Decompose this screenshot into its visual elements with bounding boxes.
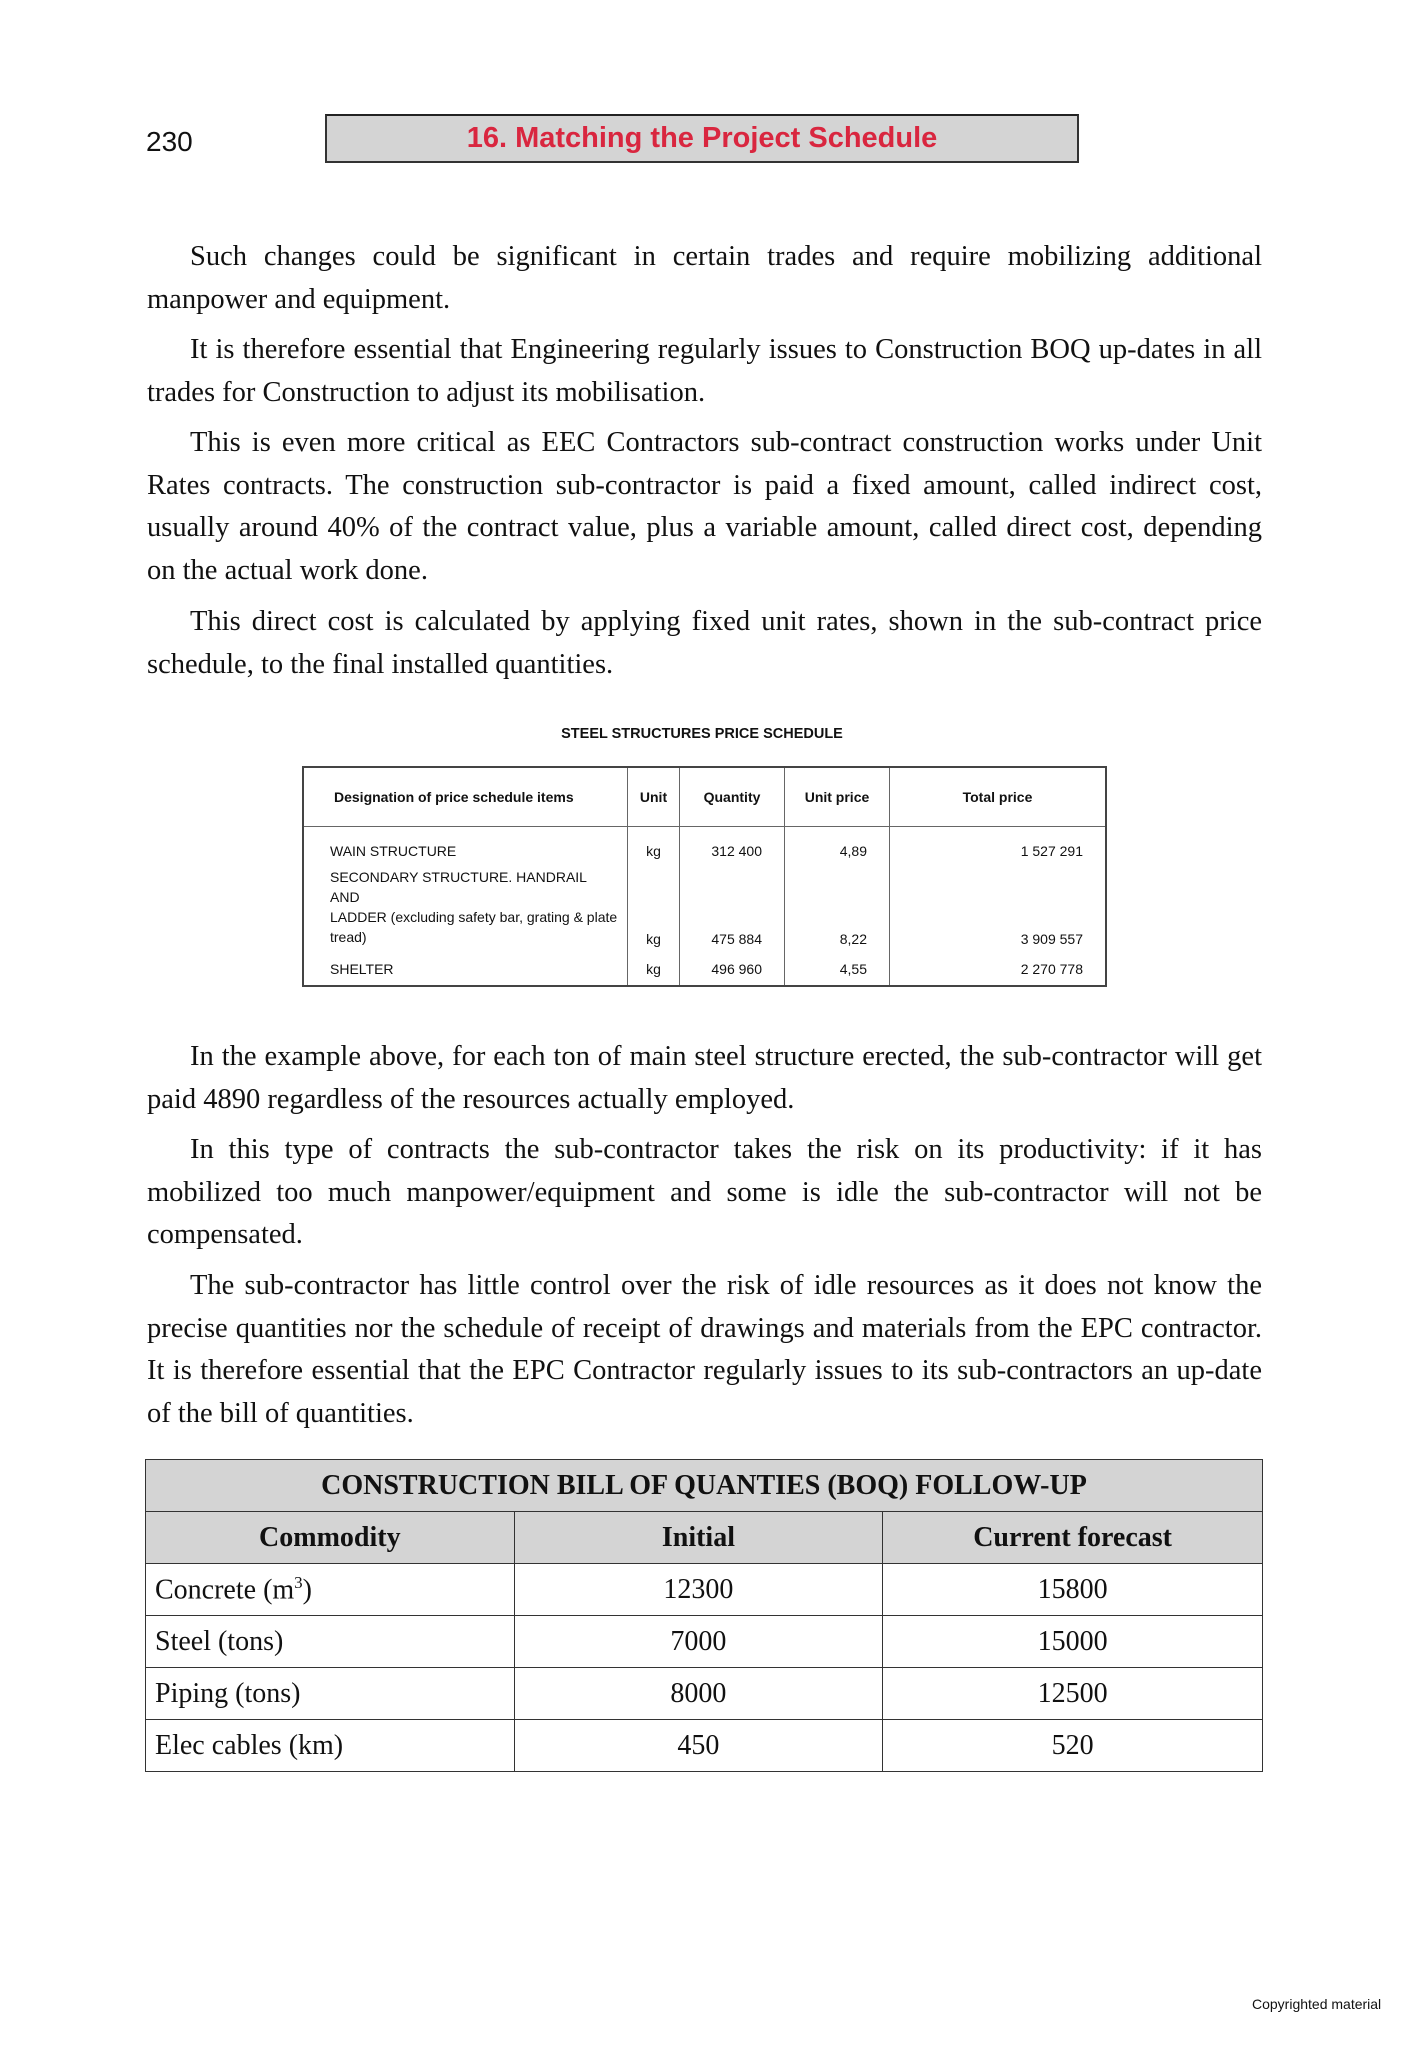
table-row [303,827,1106,867]
column-header: Quantity [680,767,785,827]
column-header: Unit price [785,767,890,827]
item-cell: SHELTER [330,961,394,977]
quantity-cell: 475 884 [680,867,785,955]
table-header-row [303,767,1106,827]
item-line: LADDER (excluding safety bar, grating & plate tread) [330,908,618,945]
paragraph: Such changes could be significant in certain trades and require mobilizing additional manpower and equipment. [147,241,1262,315]
boq-title: CONSTRUCTION BILL OF QUANTIES (BOQ) FOLLOW-UP [146,1460,1263,1512]
table-row [303,955,1106,987]
initial-cell: 12300 [514,1564,883,1616]
chapter-title: 16. Matching the Project Schedule [325,114,1079,163]
forecast-cell: 12500 [883,1668,1263,1720]
paragraph: The sub-contractor has little control over the risk of idle resources as it does not know the precise quantities nor the schedule of receipt of drawings and materials from the EPC contractor. It is therefore essential that the EPC Contractor regularly issues to its sub-contractors an up-date of the bill of quantities. [147,1270,1262,1429]
table-row [146,1616,1263,1668]
forecast-cell: 15800 [883,1564,1263,1616]
commodity-cell: Piping (tons) [146,1668,515,1720]
table-row [146,1564,1263,1616]
paragraph: In this type of contracts the sub-contractor takes the risk on its productivity: if it has mobilized too much manpower/equipment and some is idle the sub-contractor will not be compensated. [147,1134,1262,1250]
unit-price-cell: 4,89 [785,827,890,867]
superscript: 3 [294,1572,303,1592]
column-header: Unit [628,767,680,827]
quantity-cell: 312 400 [680,827,785,867]
forecast-cell: 15000 [883,1616,1263,1668]
total-price-cell: 3 909 557 [890,867,1107,955]
unit-cell: kg [628,827,680,867]
column-header: Commodity [146,1512,515,1564]
paragraph: In the example above, for each ton of main steel structure erected, the sub-contractor will get paid 4890 regardless of the resources actually employed. [147,1041,1262,1115]
unit-cell: kg [628,955,680,987]
unit-cell: kg [628,867,680,955]
paragraph: This direct cost is calculated by applying fixed unit rates, shown in the sub-contract price schedule, to the final installed quantities. [147,606,1262,680]
table-row [303,867,1106,955]
commodity-cell [146,1564,515,1616]
table-header-row [146,1512,1263,1564]
page-number: 230 [146,126,193,157]
boq-table [145,1459,1263,1772]
commodity-label-end: ) [302,1574,312,1606]
table-row [146,1668,1263,1720]
unit-price-cell: 4,55 [785,955,890,987]
total-price-cell: 1 527 291 [890,827,1107,867]
copyright-notice: Copyrighted material [1252,1996,1382,2012]
commodity-cell: Elec cables (km) [146,1720,515,1772]
initial-cell: 7000 [514,1616,883,1668]
total-price-cell: 2 270 778 [890,955,1107,987]
initial-cell: 450 [514,1720,883,1772]
column-header: Designation of price schedule items [303,767,628,827]
column-header: Current forecast [883,1512,1263,1564]
table-row [146,1720,1263,1772]
price-schedule-table [302,766,1107,987]
unit-price-cell: 8,22 [785,867,890,955]
column-header: Total price [890,767,1107,827]
commodity-cell: Steel (tons) [146,1616,515,1668]
column-header: Initial [514,1512,883,1564]
paragraph: It is therefore essential that Engineering regularly issues to Construction BOQ up-dates in all trades for Construction to adjust its mobilisation. [147,334,1262,408]
initial-cell: 8000 [514,1668,883,1720]
item-cell [303,867,628,955]
forecast-cell: 520 [883,1720,1263,1772]
commodity-label: Concrete (m [155,1574,295,1606]
quantity-cell: 496 960 [680,955,785,987]
item-line: SECONDARY STRUCTURE. HANDRAIL AND [330,868,587,905]
paragraph: This is even more critical as EEC Contractors sub-contract construction works under Unit Rates contracts. The construction sub-contractor is paid a fixed amount, called indirect cost, usually around 40% of the contract value, plus a variable amount, called direct cost, depending on the actual work done. [147,427,1262,586]
item-cell: WAIN STRUCTURE [330,842,457,859]
price-schedule-title: STEEL STRUCTURES PRICE SCHEDULE [561,726,843,742]
